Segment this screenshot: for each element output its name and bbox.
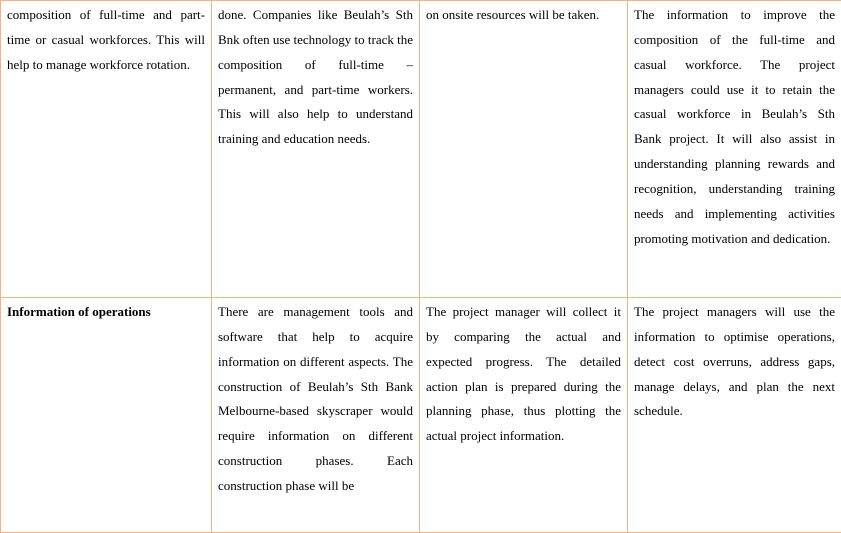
cell-text: There are management tools and software that help to acquire information on different aspects. The construction of Beulah’s Sth Bank Melbourne-based skyscraper would require information on different construction phases. Each construction phase will be <box>218 300 413 499</box>
table-cell <box>420 1 628 298</box>
table-cell <box>628 298 841 533</box>
cell-text: The project managers will use the information to optimise operations, detect cost overruns, address gaps, manage delays, and plan the next schedule. <box>634 300 835 424</box>
cell-text: composition of full-time and part-time or casual workforces. This will help to manage workforce rotation. <box>7 3 205 78</box>
table-cell <box>1 298 212 533</box>
table-cell <box>420 298 628 533</box>
cell-text: done. Companies like Beulah’s Sth Bnk often use technology to track the composition of full-time – permanent, and part-time workers. This will also help to understand training and education needs. <box>218 3 413 152</box>
table-row <box>1 298 841 533</box>
cell-text: on onsite resources will be taken. <box>426 3 621 28</box>
table-cell <box>1 1 212 298</box>
table-cell <box>628 1 841 298</box>
cell-text: The information to improve the composition of the full-time and casual workforce. The project managers could use it to retain the casual workforce in Beulah’s Sth Bank project. It will also assist in understanding planning rewards and recognition, understanding training needs and implementing activities promoting motivation and dedication. <box>634 3 835 251</box>
table-cell <box>212 298 420 533</box>
table-row <box>1 1 841 298</box>
table-cell <box>212 1 420 298</box>
cell-text: The project manager will collect it by comparing the actual and expected progress. The detailed action plan is prepared during the planning phase, thus plotting the actual project information. <box>426 300 621 449</box>
row-heading: Information of operations <box>7 300 205 325</box>
